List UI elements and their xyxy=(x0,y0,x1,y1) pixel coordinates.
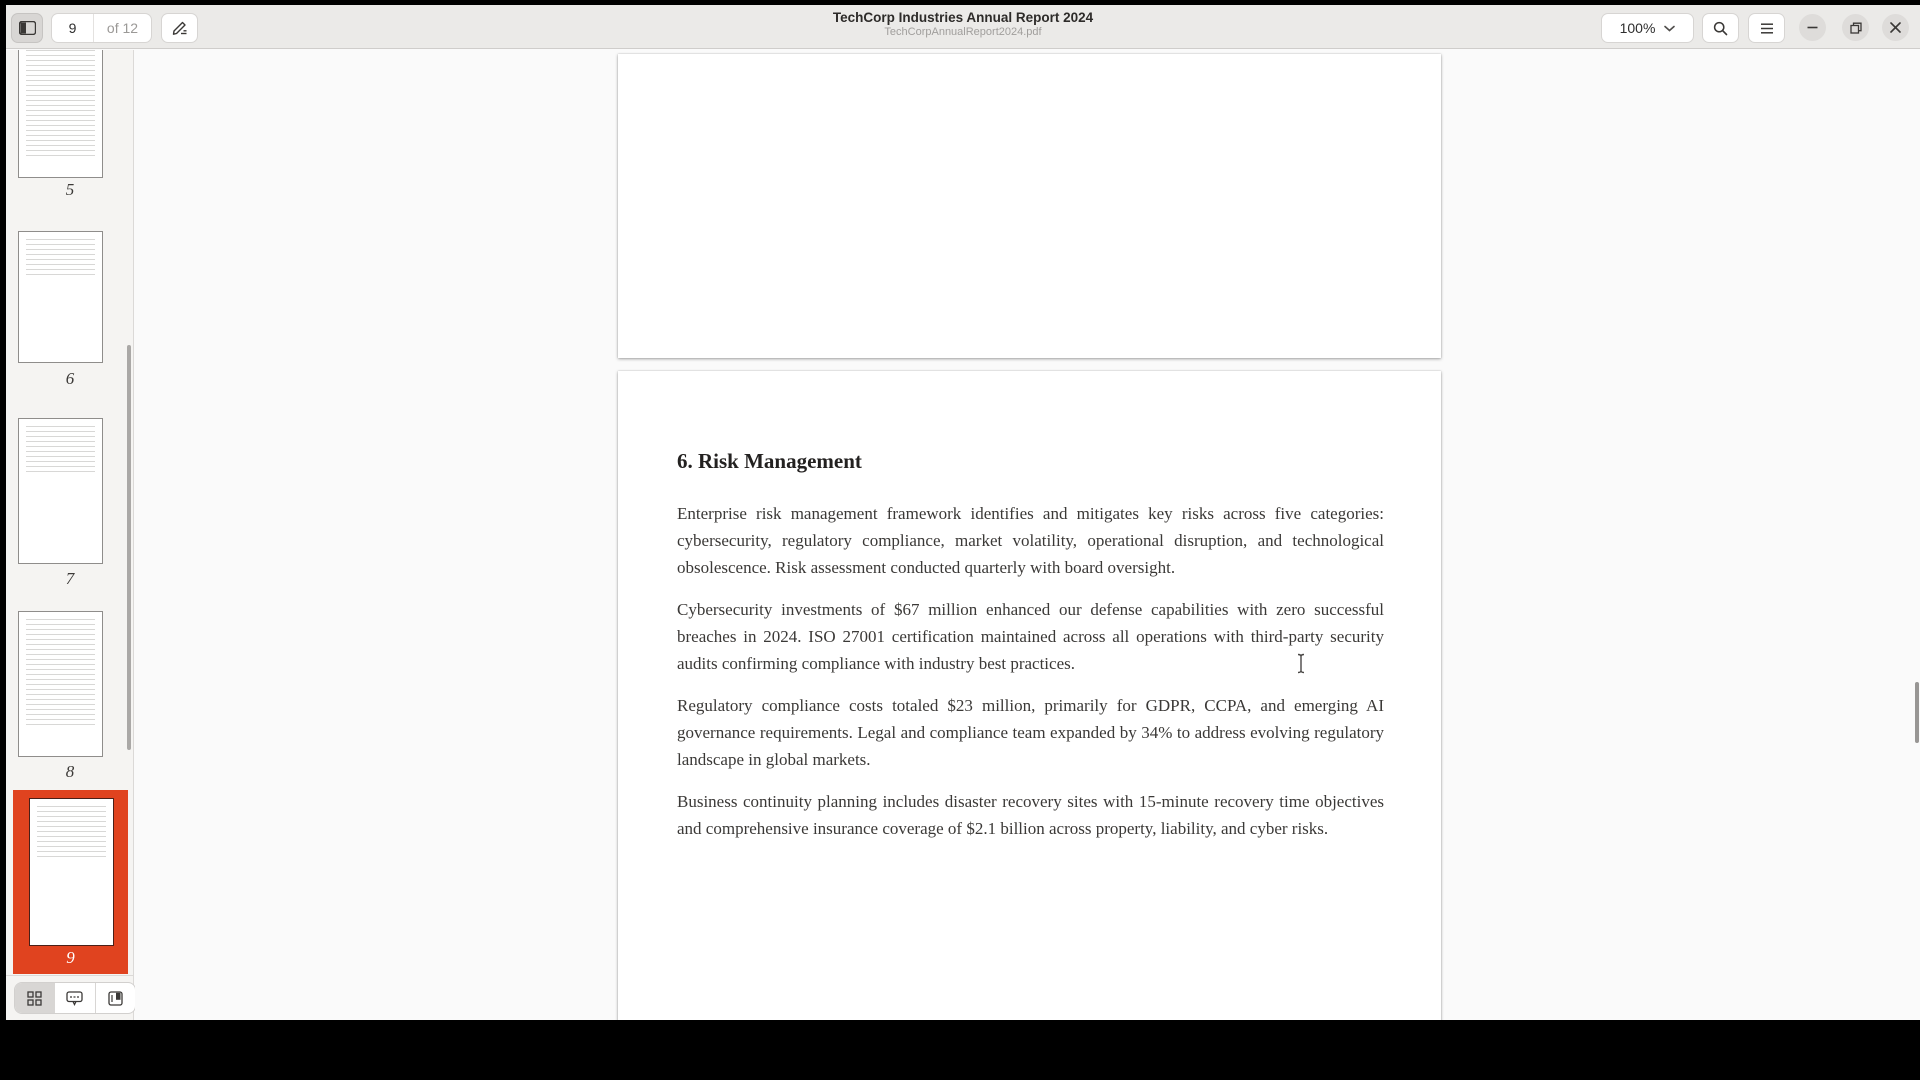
annotations-list-icon xyxy=(66,991,83,1006)
thumbnail-content xyxy=(26,426,95,472)
minimize-icon xyxy=(1807,26,1818,29)
restore-button[interactable] xyxy=(1842,14,1869,41)
thumbnail-page-8[interactable] xyxy=(18,611,103,757)
document-filename: TechCorpAnnualReport2024.pdf xyxy=(884,26,1042,38)
zoom-level-value: 100% xyxy=(1619,20,1656,36)
annotations-view-button[interactable] xyxy=(55,983,95,1013)
sidebar-view-switcher xyxy=(14,982,136,1014)
thumbnail-label-7: 7 xyxy=(65,569,75,588)
thumbnail-page-5[interactable] xyxy=(18,50,103,178)
search-button[interactable] xyxy=(1702,13,1739,43)
document-view[interactable] xyxy=(135,50,1920,1020)
thumbnail-content xyxy=(37,806,106,858)
menu-icon xyxy=(1760,23,1774,34)
document-title: TechCorp Industries Annual Report 2024 xyxy=(832,10,1094,25)
page-number-entry xyxy=(51,13,152,43)
paragraph-business-continuity: Business continuity planning includes disaster recovery sites with 15-minute recovery time objectives and comprehensive insurance coverage of $2.1 billion across property, liability, and cyber risks. xyxy=(677,792,1384,838)
thumbnail-content xyxy=(26,239,95,277)
main-menu-button[interactable] xyxy=(1748,13,1785,43)
pdf-viewer-window xyxy=(6,5,1920,1020)
paragraph-cybersecurity: Cybersecurity investments of $67 million enhanced our defense capabilities with zero successful breaches in 2024. ISO 27001 certification maintained across all operations with third-party security audits confirming compliance with industry best practices. xyxy=(677,600,1384,673)
annotation-pen-icon xyxy=(171,20,189,36)
thumbnail-page-9[interactable] xyxy=(29,798,114,946)
annotation-button[interactable] xyxy=(161,13,198,43)
outline-view-button[interactable] xyxy=(96,983,135,1013)
sidebar-toggle-icon xyxy=(19,21,36,35)
paragraph-risk-framework: Enterprise risk management framework identifies and mitigates key risks across five categories: cybersecurity, regulatory compliance, market volatility, operational disruption, and technological obsolescence. Risk assessment conducted quarterly with board oversight. xyxy=(677,504,1384,577)
headerbar xyxy=(6,5,1920,49)
paragraph-regulatory: Regulatory compliance costs totaled $23 million, primarily for GDPR, CCPA, and emerging AI governance requirements. Legal and compliance team expanded by 34% to address evolving regulatory landscape in global markets. xyxy=(677,696,1384,769)
thumbnail-sidebar xyxy=(6,50,134,1020)
thumbnail-label-6: 6 xyxy=(65,369,75,388)
page-total-label: of 12 xyxy=(93,14,151,42)
thumbnail-page-9-selected[interactable] xyxy=(13,790,128,974)
minimize-button[interactable] xyxy=(1799,14,1826,41)
thumbnails-grid-icon xyxy=(27,991,42,1006)
thumbnail-label-5: 5 xyxy=(65,180,75,199)
section-heading: 6. Risk Management xyxy=(677,449,862,473)
sidebar-scrollbar-thumb[interactable] xyxy=(127,345,131,750)
thumbnail-label-9: 9 xyxy=(66,948,75,967)
chevron-down-icon xyxy=(1664,25,1675,32)
sidebar-toggle-button[interactable] xyxy=(11,13,43,43)
document-scrollbar-thumb[interactable] xyxy=(1915,682,1919,743)
search-icon xyxy=(1713,21,1728,36)
thumbnail-page-6[interactable] xyxy=(18,231,103,363)
thumbnail-scroll-area xyxy=(6,50,133,975)
pdf-page-8-bottom xyxy=(618,54,1441,358)
thumbnail-label-8: 8 xyxy=(65,762,75,781)
outline-icon xyxy=(108,991,123,1006)
sidebar-footer xyxy=(6,975,133,1020)
pdf-page-9 xyxy=(618,371,1441,1020)
restore-icon xyxy=(1850,22,1862,34)
page-number-input[interactable] xyxy=(52,14,93,42)
thumbnail-content xyxy=(26,619,95,727)
zoom-level-dropdown[interactable] xyxy=(1601,13,1694,43)
close-icon xyxy=(1890,22,1901,33)
thumbnails-view-button[interactable] xyxy=(15,983,55,1013)
thumbnail-content xyxy=(26,50,95,158)
close-button[interactable] xyxy=(1882,14,1909,41)
thumbnail-page-7[interactable] xyxy=(18,418,103,564)
